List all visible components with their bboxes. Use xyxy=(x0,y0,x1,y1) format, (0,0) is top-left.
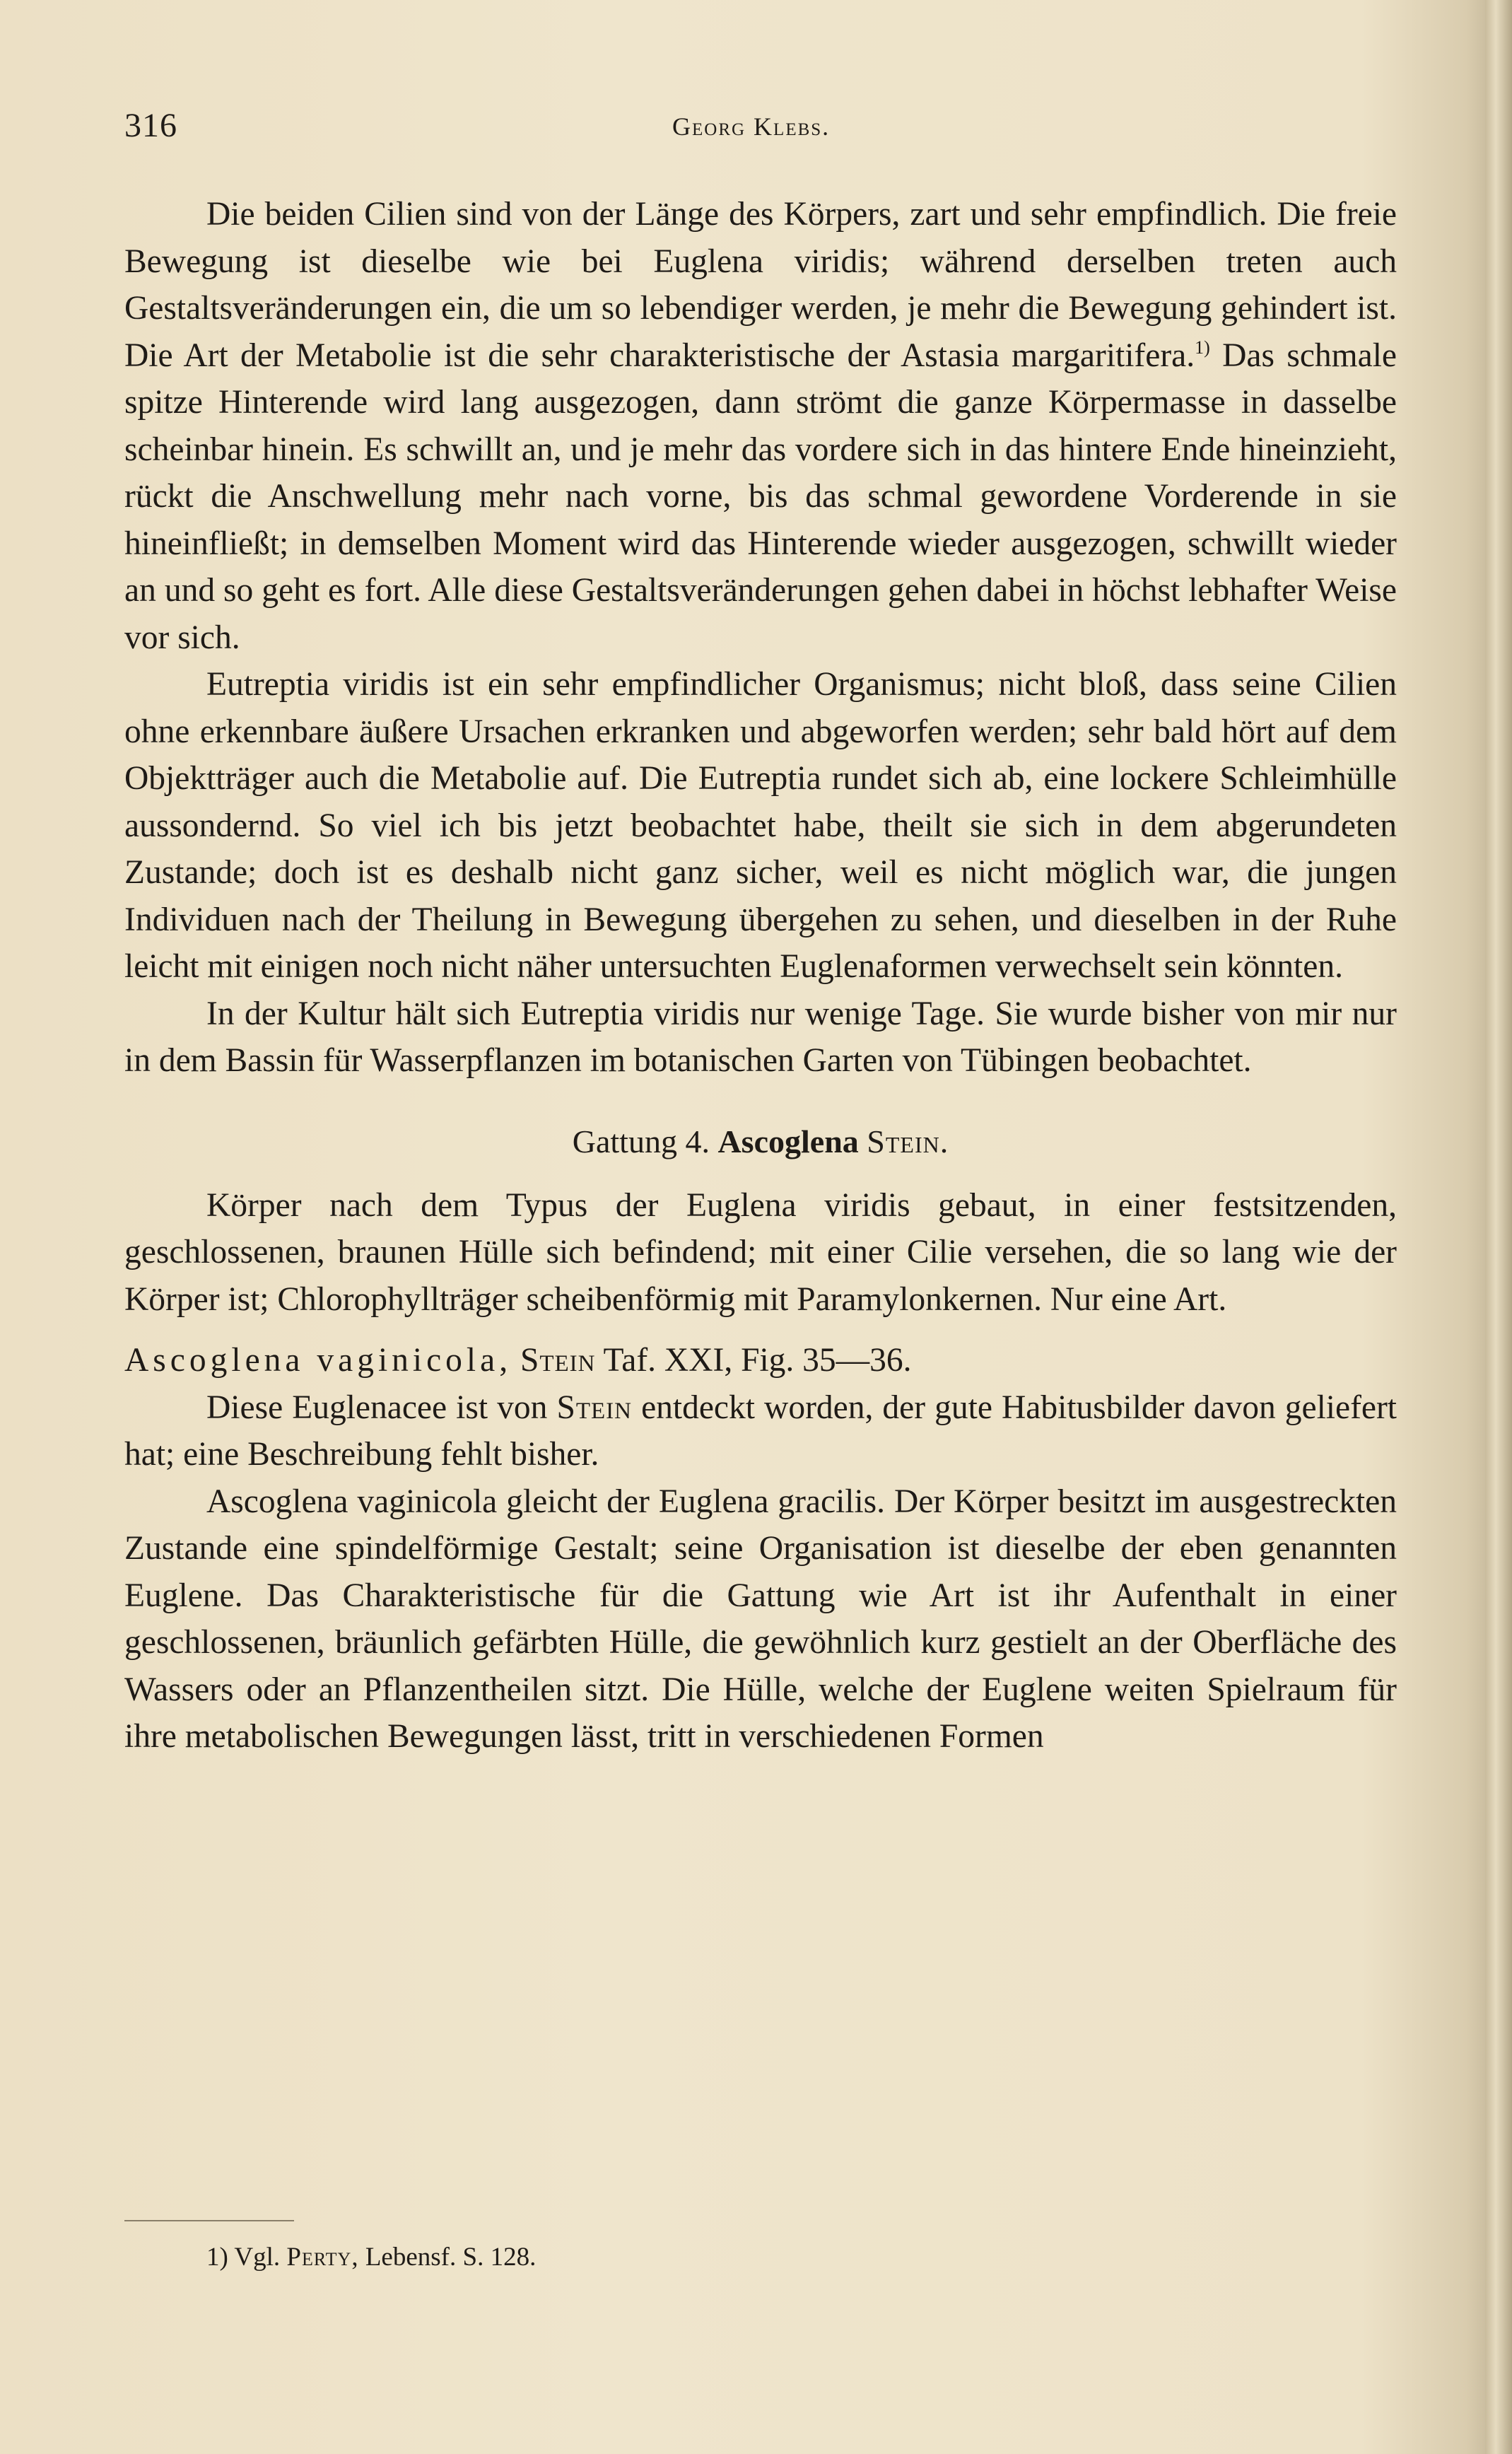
genus-heading xyxy=(124,1118,1397,1165)
paragraph-eutreptia: Eutreptia viridis ist ein sehr empfindlicher Organismus; nicht bloß, dass seine Cilien ohne erkennbare äußere Ursachen erkranken und abgeworfen werden; sehr bald hört auf dem Objektträger auch die Metabolie auf. Die Eutreptia rundet sich ab, eine lockere Schleimhülle aussondernd. So viel ich bis jetzt beobachtet habe, theilt sie sich in dem abgerundeten Zustande; doch ist es deshalb nicht ganz sicher, weil es nicht möglich war, die jungen Individuen nach der Theilung in Bewegung übergehen zu sehen, und dieselben in der Ruhe leicht mit einigen noch nicht näher untersuchten Euglenaformen verwechselt sein könnten. xyxy=(124,666,1397,985)
paragraph-cilia xyxy=(124,191,1397,661)
paragraph-text: Diese Euglenacee ist von xyxy=(206,1389,557,1426)
author-name: Stein xyxy=(556,1389,632,1426)
book-edge xyxy=(1485,0,1512,2454)
genus-name: Ascoglena xyxy=(717,1123,859,1159)
footnote-text: Vgl. xyxy=(228,2243,287,2272)
species-reference: Taf. XXI, Fig. 35—36. xyxy=(603,1342,912,1379)
genus-prefix: Gattung 4. xyxy=(572,1123,710,1159)
page-number: 316 xyxy=(124,107,177,144)
paragraph-text: Die beiden Cilien sind von der Länge des Körpers, zart und sehr empfindlich. Die freie Bewegung ist dieselbe wie bei Euglena viridis; während derselben treten auch Gestaltsveränderungen ein, die um so lebendiger werden, je mehr die Bewegung gehindert ist. Die Art der Metabolie ist die sehr charakteristische der Astasia margaritifera. xyxy=(124,196,1397,374)
paragraph-discovery xyxy=(124,1384,1397,1478)
paragraph-text: entdeckt worden, der gute Habitusbilder davon geliefert hat; eine Beschreibung fehlt bisher. xyxy=(124,1389,1397,1473)
genus-description: Körper nach dem Typus der Euglena viridis gebaut, in einer festsitzenden, geschlossenen, braunen Hülle sich befindend; mit einer Cilie versehen, die so lang wie der Körper ist; Chlorophyllträger scheibenförmig mit Paramylonkernen. Nur eine Art. xyxy=(124,1186,1397,1318)
paragraph-text: Das schmale spitze Hinterende wird lang ausgezogen, dann strömt die ganze Körpermasse in dasselbe scheinbar hinein. Es schwillt an, und je mehr das vordere sich in das hintere Ende hineinzieht, rückt die Anschwellung mehr nach vorne, bis das schmal gewordene Vorderende in sie hineinfließt; in demselben Moment wird das Hinterende wieder ausgezogen, schwillt wieder an und so geht es fort. Alle diese Gestaltsveränderungen gehen dabei in höchst lebhafter Weise vor sich. xyxy=(124,337,1397,656)
paragraph-ascoglena: Ascoglena vaginicola gleicht der Euglena gracilis. Der Körper besitzt im ausgestreckten Zustande eine spindelförmige Gestalt; seine Organisation ist dieselbe der eben genannten Euglene. Das Charakteristische für die Gattung wie Art ist ihr Aufenthalt in einer geschlossenen, bräunlich gefärbten Hülle, die gewöhnlich kurz gestielt an der Oberfläche des Wassers oder an Pflanzentheilen sitzt. Die Hülle, welche der Euglene weiten Spielraum für ihre metabolischen Bewegungen lässt, tritt in verschiedenen Formen xyxy=(124,1483,1397,1755)
page-body xyxy=(124,191,1397,1760)
footnote-author: Perty, xyxy=(286,2243,359,2272)
footnote-marker: 1) xyxy=(206,2243,228,2272)
species-author: Stein xyxy=(520,1342,596,1379)
species-heading xyxy=(124,1337,1397,1384)
genus-author: Stein. xyxy=(867,1123,949,1159)
page-header xyxy=(124,106,1404,156)
footnote-ref: 1) xyxy=(1195,337,1210,358)
species-name: Ascoglena vaginicola, xyxy=(124,1342,512,1379)
footnote xyxy=(206,2240,536,2275)
footnote-text: Lebensf. S. 128. xyxy=(358,2243,537,2272)
paragraph-culture: In der Kultur hält sich Eutreptia viridis nur wenige Tage. Sie wurde bisher von mir nur in dem Bassin für Wasserpflanzen im botanischen Garten von Tübingen beobachtet. xyxy=(124,995,1397,1079)
footnote-divider xyxy=(124,2220,294,2221)
running-head: Georg Klebs. xyxy=(672,112,831,141)
